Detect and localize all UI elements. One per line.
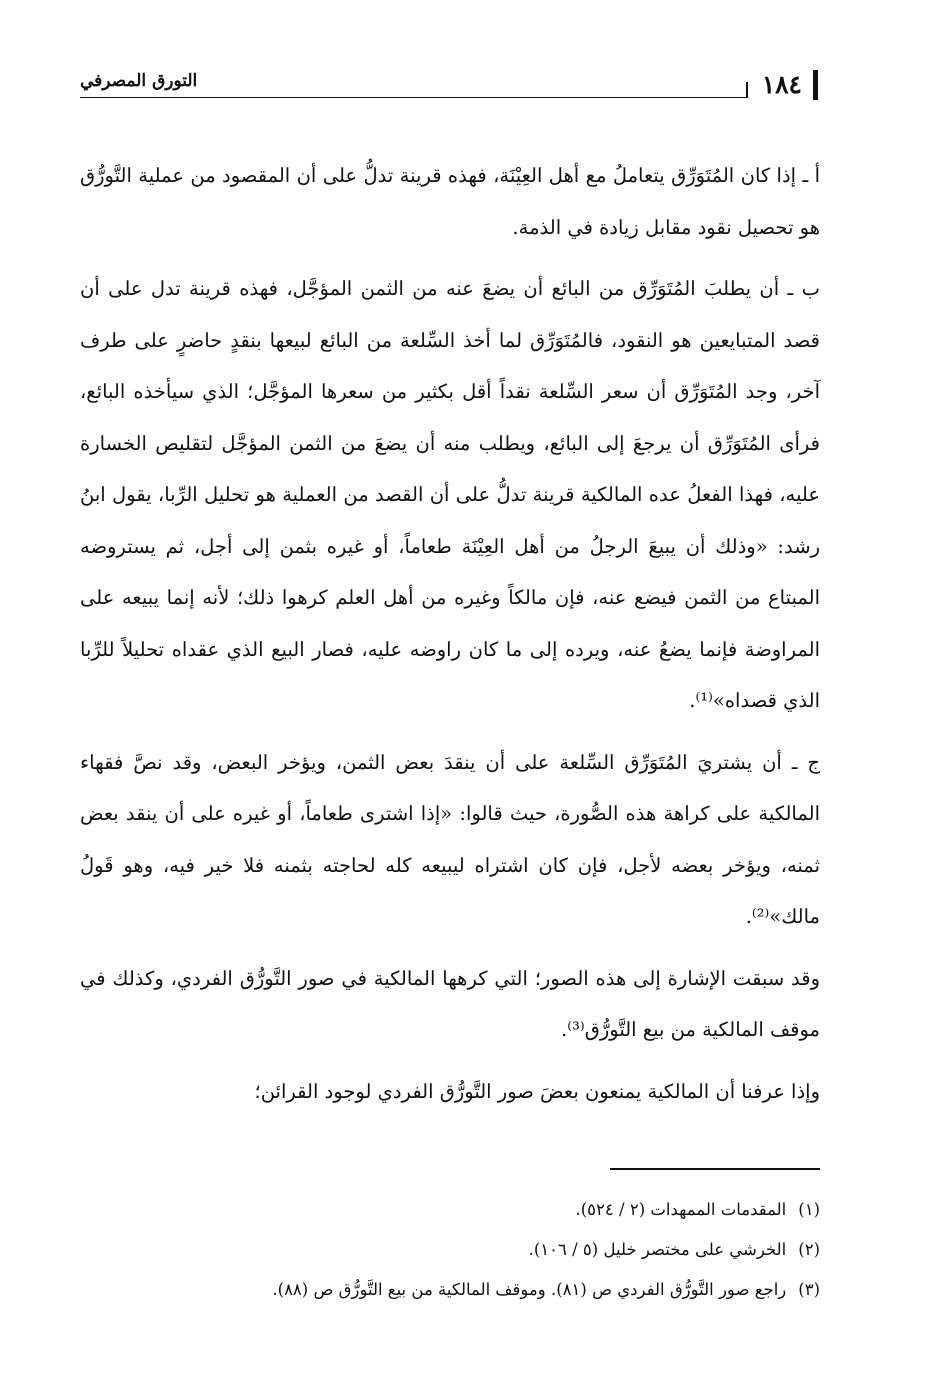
footnote-separator — [610, 1168, 820, 1170]
header-vertical-bar — [813, 70, 818, 100]
paragraph-jim: ج ـ أن يشتريَ المُتَوَرِّق السِّلعة على أن ينقدَ بعض الثمن، ويؤخر البعض، وقد نصَّ فقهاء المالكية على كراهة هذه الصُّورة، حيث قالوا: «إذا اشترى طعاماً، أو غيره على أن ينقد بعض ثمنه، ويؤخر بعضه لأجل، فإن كان اشتراه ليبيعه كله لحاجته بثمنه فلا خير فيه، وهو قَولُ مالك»⁽²⁾. — [80, 750, 820, 928]
main-text — [80, 150, 820, 1127]
book-title: التورق المصرفي — [80, 71, 198, 91]
header-rule — [80, 97, 748, 98]
footnote-text: راجع صور التَّورُّق الفردي ص (٨١). وموقف المالكية من بيع التَّورُّق ص (٨٨). — [272, 1280, 787, 1299]
footnote-marker: (٣) — [798, 1280, 820, 1299]
paragraph-alif: أ ـ إذا كان المُتَوَرِّق يتعاملُ مع أهل العِيْنَة، فهذه قرينة تدلُّ على أن المقصود من عملية التَّورُّق هو تحصيل نقود مقابل زيادة في الذمة. — [80, 164, 820, 239]
footnote-marker: (٢) — [798, 1240, 820, 1259]
header-rule-tick — [746, 82, 748, 98]
footnote-text: الخرشي على مختصر خليل (٥ / ١٠٦). — [528, 1240, 787, 1259]
footnotes — [80, 1190, 820, 1310]
footnote-text: المقدمات الممهدات (٢ / ٥٢٤). — [575, 1200, 787, 1219]
footnote-item — [80, 1270, 820, 1310]
paragraph-ba: ب ـ أن يطلبَ المُتَوَرِّق من البائع أن يضعَ عنه من الثمن المؤجَّل، فهذه قرينة تدل على أن قصد المتبايعين هو النقود، فالمُتَوَرِّق لما أخذ السِّلعة من البائع لبيعها بنقدٍ حاضرٍ على طرف آخر، وجد المُتَوَرِّق أن سعر السِّلعة نقداً أقل بكثير من سعرها المؤجَّل؛ الذي سيأخذه البائع، فرأى المُتَوَرِّق أن يرجعَ إلى البائع، ويطلب منه أن يضعَ من الثمن المؤجَّل لتقليص الخسارة عليه، فهذا الفعلُ عده المالكية قرينة تدلُّ على أن القصد من العملية هو تحليل الرِّبا، يقول ابنُ رشد: «وذلك أن يبيعَ الرجلُ من أهل العِيْنَة طعاماً، أو غيره بثمن إلى أجل، ثم يستروضه المبتاع من الثمن فيضع عنه، فإن مالكاً وغيره من أهل العلم كرهوا ذلك؛ لأنه إنما يبيعه على المراوضة فإنما يضعُ عنه، ويرده إلى ما كان راوضه عليه، فصار البيع الذي عقداه تحليلاً للرِّبا الذي قصداه»⁽¹⁾. — [80, 277, 820, 712]
footnote-item — [80, 1190, 820, 1230]
paragraph-previous-reference: وقد سبقت الإشارة إلى هذه الصور؛ التي كرهها المالكية في صور التَّورُّق الفردي، وكذلك في موقف المالكية من بيع التَّورُّق⁽³⁾. — [80, 966, 820, 1041]
paragraph-continuation: وإذا عرفنا أن المالكية يمنعون بعضَ صور التَّورُّق الفردي لوجود القرائن؛ — [254, 1079, 820, 1103]
footnote-item — [80, 1230, 820, 1270]
running-header — [80, 66, 820, 106]
footnote-marker: (١) — [798, 1200, 820, 1219]
page-number: ١٨٤ — [761, 70, 802, 99]
